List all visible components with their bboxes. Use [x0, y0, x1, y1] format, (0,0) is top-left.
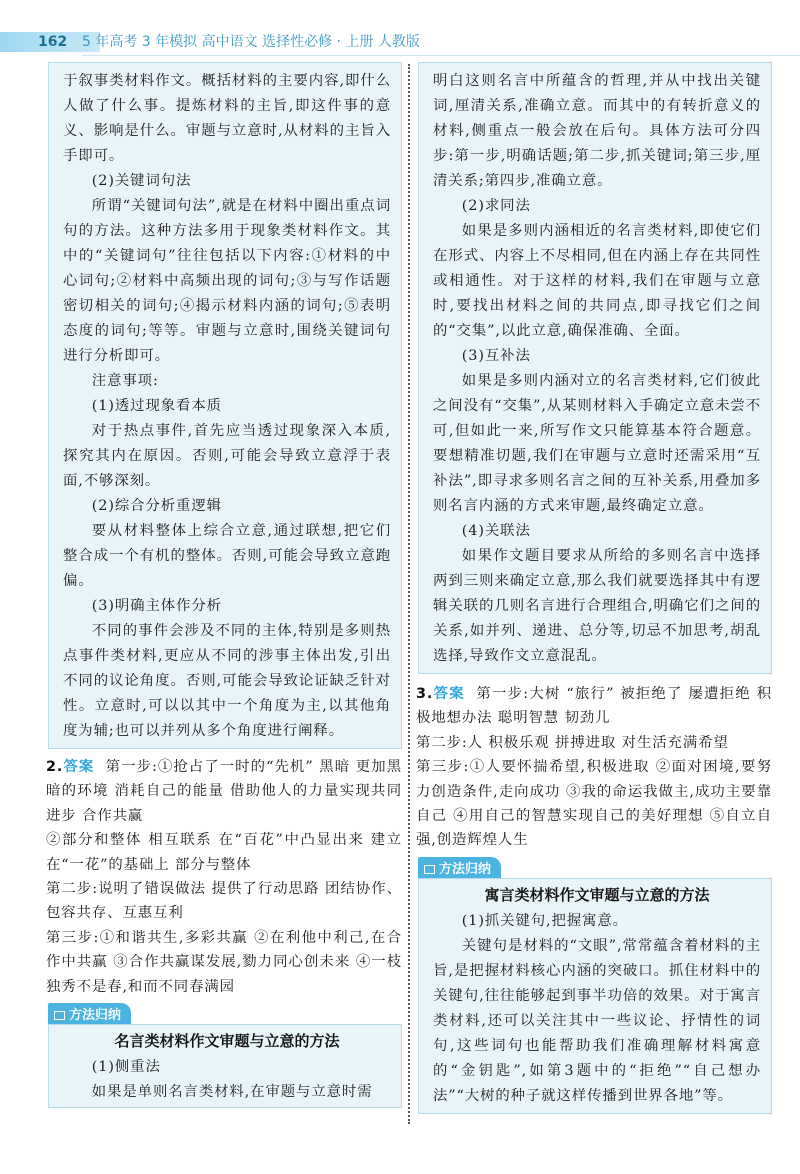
header-rule [82, 55, 800, 56]
right-column [418, 62, 772, 1114]
subheading: (2)关键词句法 [91, 173, 192, 189]
left-note-box [48, 62, 402, 749]
answer-line: 第二步:人 积极乐观 拼搏进取 对生活充满希望 [416, 734, 729, 751]
method-box [418, 878, 772, 1114]
subheading: 注意事项: [91, 373, 159, 389]
method-title: 名言类材料作文审题与立意的方法 [114, 1032, 340, 1051]
right-note-box [418, 62, 772, 674]
subheading: (1)侧重法 [91, 1059, 161, 1076]
paragraph: 于叙事类材料作文。概括材料的主要内容,即什么人做了什么事。提炼材料的主旨,即这件事的意义、影响是什么。审题与立意时,从材料的主旨入手即可。 [63, 73, 391, 164]
answer-label: 答案 [63, 759, 95, 775]
paragraph: 如果作文题目要求从所给的多则名言中选择两到三则来确定立意,那么我们就要选择其中有逻辑关联的几则名言进行合理组合,明确它们之间的关系,如并列、递进、总分等,切忌不加思考,胡乱选择,导致作文立意混乱。 [433, 548, 761, 664]
paragraph: 对于热点事件,首先应当透过现象深入本质,探究其内在原因。否则,可能会导致立意浮于表面,不够深刻。 [63, 423, 391, 489]
answer-line: 第三步:①和谐共生,多彩共赢 ②在利他中利己,在合作中共赢 ③合作共赢谋发展,勠力同心创未来 ④一枝独秀不是春,和而不同春满园 [46, 929, 402, 995]
paragraph: 如果是单则名言类材料,在审题与立意时需 [91, 1084, 373, 1101]
method-right [418, 853, 772, 1114]
question-number: 2. [46, 759, 64, 775]
method-tag-label: 方法归纳 [69, 1008, 122, 1024]
subheading: (4)关联法 [461, 523, 531, 539]
answer-3 [416, 682, 772, 853]
column-divider [408, 64, 410, 1124]
method-title: 寓言类材料作文审题与立意的方法 [484, 885, 710, 904]
paragraph: 要从材料整体上综合立意,通过联想,把它们整合成一个有机的整体。否则,可能会导致立意跑偏。 [63, 523, 391, 589]
question-number: 3. [416, 686, 434, 702]
subheading: (1)抓关键句,把握寓意。 [461, 912, 628, 929]
paragraph: 明白这则名言中所蕴含的哲理,并从中找出关键词,厘清关系,准确立意。而其中的有转折意义的材料,侧重点一般会放在后句。具体方法可分四步:第一步,明确话题;第二步,抓关键词;第三步,厘清关系;第四步,准确立意。 [433, 73, 761, 189]
method-left [48, 999, 402, 1108]
subheading: (2)求同法 [461, 198, 531, 214]
book-icon [54, 1011, 65, 1020]
paragraph: 关键句是材料的“文眼”,常常蕴含着材料的主旨,是把握材料核心内涵的突破口。抓住材料中的关键句,往往能够起到事半功倍的效果。对于寓言类材料,还可以关注其中一些议论、抒情性的词句,这些词句也能帮助我们准确理解材料寓意的“金钥匙”,如第3题中的“拒绝”“自己想办法”“大树的种子就这样传播到世界各地”等。 [433, 937, 761, 1104]
answer-line: 第三步:①人要怀揣希望,积极进取 ②面对困境,要努力创造条件,走向成功 ③我的命运我做主,成功主要靠自己 ④用自己的智慧实现自己的美好理想 ⑤自立自强,创造辉煌人生 [416, 759, 772, 849]
answer-line: 第二步:说明了错误做法 提供了行动思路 团结协作、包容共存、互惠互利 [46, 881, 402, 922]
method-box [48, 1024, 402, 1108]
page-number: 162 [38, 34, 68, 50]
left-column [48, 62, 402, 1108]
subheading: (2)综合分析重逻辑 [91, 498, 222, 514]
answer-2 [46, 755, 402, 999]
paragraph: 不同的事件会涉及不同的主体,特别是多则热点事件类材料,更应从不同的涉事主体出发,引出不同的议论角度。否则,可能会导致论证缺乏针对性。立意时,可以以其中一个角度为主,以其他角度为辅;也可以并列从多个角度进行阐释。 [63, 623, 391, 739]
subheading: (1)透过现象看本质 [91, 398, 222, 414]
page-header [0, 0, 800, 62]
paragraph: 所谓“关键词句法”,就是在材料中圈出重点词句的方法。这种方法多用于现象类材料作文。其中的“关键词句”往往包括以下内容:①材料的中心词句;②材料中高频出现的词句;③与写作话题密切相关的词句;④揭示材料内涵的词句;⑤表明态度的词句;等等。审题与立意时,围绕关键词句进行分析即可。 [63, 198, 391, 364]
answer-label: 答案 [433, 686, 465, 702]
answer-text: 第一步:①抢占了一时的“先机” 黑暗 更加黑暗的环境 消耗自己的能量 借助他人的力量实现共同进步 合作共赢 [46, 759, 403, 824]
book-icon [424, 865, 435, 874]
answer-line [416, 682, 772, 731]
paragraph: 如果是多则内涵对立的名言类材料,它们彼此之间没有“交集”,从某则材料入手确定立意未尝不可,但如此一来,所写作文只能算基本符合题意。要想精准切题,我们在审题与立意时还需采用“互补法”,即寻求多则名言之间的互补关系,用叠加多则名言内涵的方式来审题,最终确定立意。 [433, 373, 761, 514]
subheading: (3)明确主体作分析 [91, 598, 222, 614]
answer-line [46, 755, 402, 828]
subheading: (3)互补法 [461, 348, 531, 364]
paragraph: 如果是多则内涵相近的名言类材料,即使它们在形式、内容上不尽相同,但在内涵上存在共同性或相通性。对于这样的材料,我们在审题与立意时,要找出材料之间的共同点,即寻找它们之间的“交集”,以此立意,确保准确、全面。 [433, 223, 761, 339]
method-tag [418, 857, 501, 878]
header-text: 5 年高考 3 年模拟 高中语文 选择性必修 · 上册 人教版 [82, 34, 420, 50]
answer-text: 第一步:大树 “旅行” 被拒绝了 屡遭拒绝 积极地想办法 聪明智慧 韧劲儿 [416, 686, 772, 727]
method-tag [48, 1003, 131, 1024]
answer-line: ②部分和整体 相互联系 在“百花”中凸显出来 建立在“一花”的基础上 部分与整体 [46, 832, 402, 873]
method-tag-label: 方法归纳 [439, 861, 492, 877]
